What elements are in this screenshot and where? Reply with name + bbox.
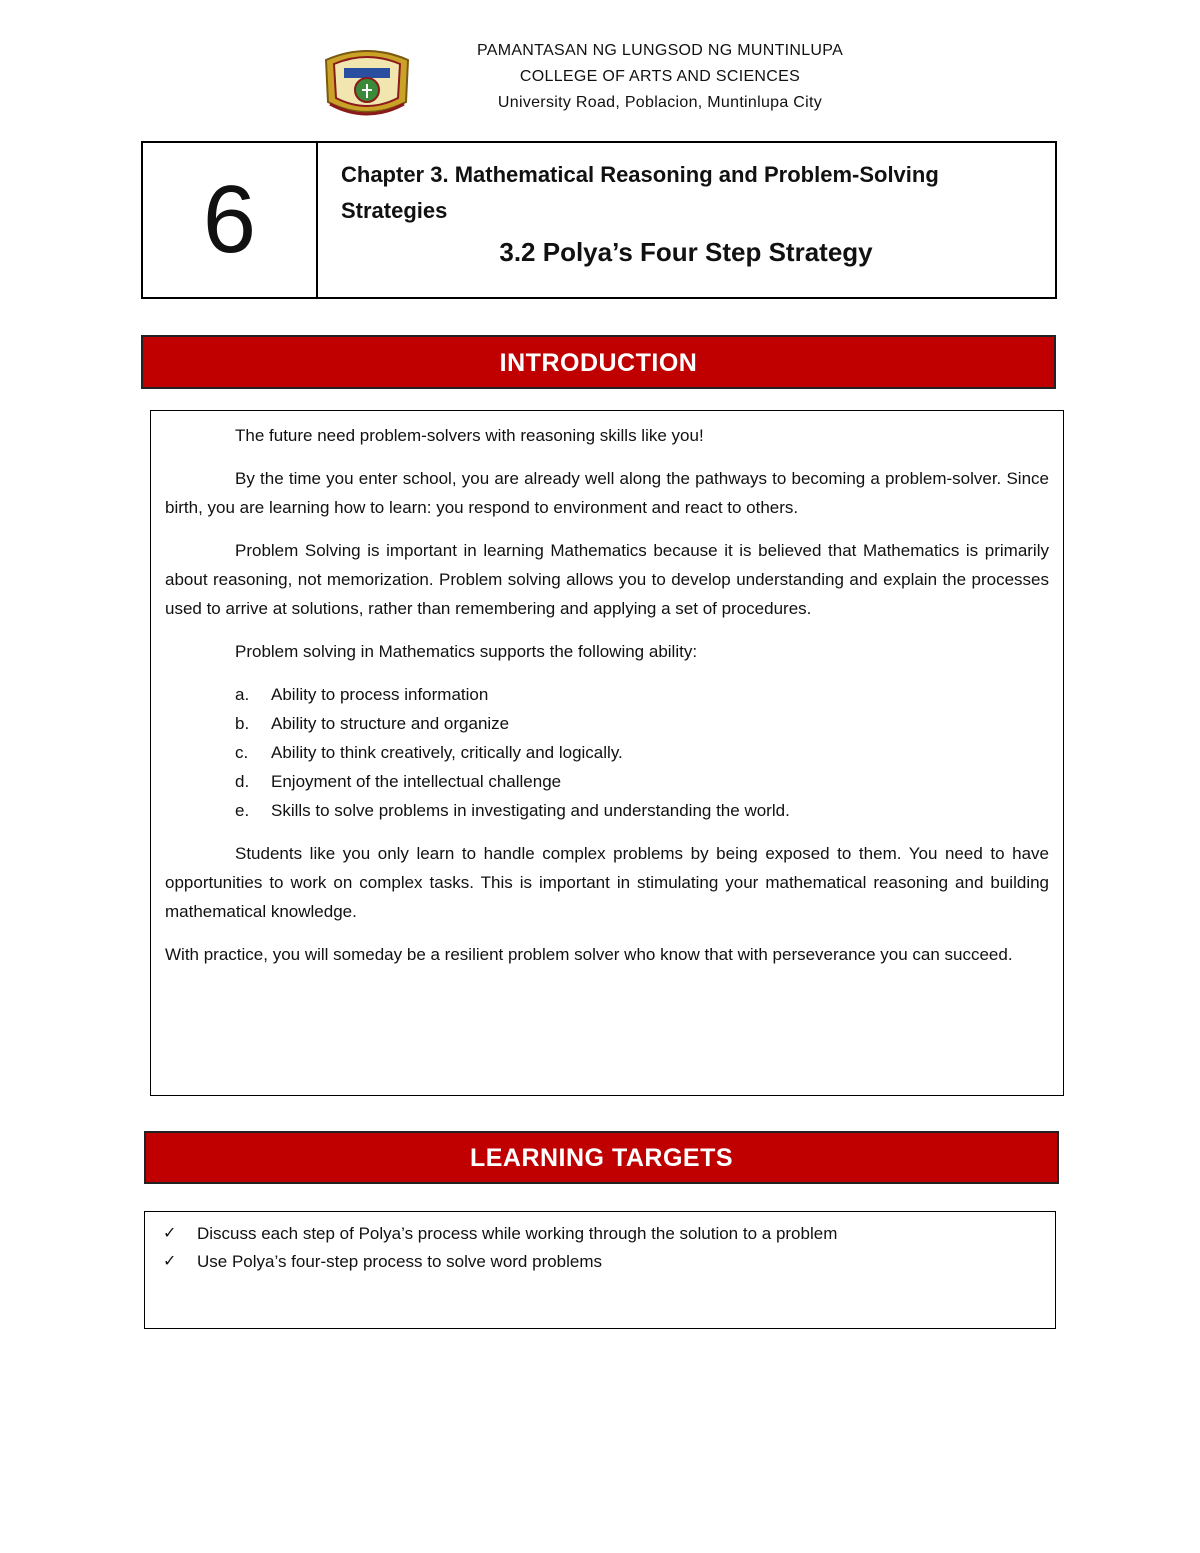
checkmark-icon: ✓: [163, 1225, 177, 1242]
university-address: University Road, Poblacion, Muntinlupa City: [497, 94, 823, 111]
university-name: PAMANTASAN NG LUNGSOD NG MUNTINLUPA: [476, 42, 844, 59]
introduction-box: [150, 410, 1064, 1096]
list-item: a. Ability to process information: [235, 685, 489, 704]
intro-paragraph-1: The future need problem-solvers with reasoning skills like you!: [235, 426, 704, 445]
college-name: COLLEGE OF ARTS AND SCIENCES: [519, 68, 801, 85]
module-number: 6: [143, 143, 318, 297]
intro-paragraph-4: Problem solving in Mathematics supports the following ability:: [235, 642, 698, 661]
introduction-heading: INTRODUCTION: [141, 335, 1056, 389]
intro-paragraph-5: Students like you only learn to handle complex problems by being exposed to them. You need to have opportunities to work on complex tasks. This is important in stimulating your mathematical reasoning and building mathematical knowledge.: [165, 844, 1049, 921]
intro-paragraph-3: Problem Solving is important in learning Mathematics because it is believed that Mathematics is primarily about reasoning, not memorization. Problem solving allows you to develop understanding and explain the processes used to arrive at solutions, rather than remembering and applying a set of procedures.: [165, 541, 1049, 618]
intro-paragraph-2: By the time you enter school, you are already well along the pathways to becoming a problem-solver. Since birth, you are learning how to learn: you respond to environment and react to others.: [165, 469, 1049, 517]
abilities-list: [165, 680, 1049, 825]
list-item: ✓ Discuss each step of Polya’s process while working through the solution to a problem: [197, 1220, 1055, 1248]
chapter-title: Chapter 3. Mathematical Reasoning and Problem-Solving Strategies: [341, 162, 939, 223]
list-item: e. Skills to solve problems in investigating and understanding the world.: [235, 801, 790, 820]
list-item: b. Ability to structure and organize: [235, 714, 510, 733]
section-title: 3.2 Polya’s Four Step Strategy: [499, 237, 873, 267]
learning-targets-box: [144, 1211, 1056, 1329]
list-item: d. Enjoyment of the intellectual challenge: [235, 772, 562, 791]
list-item: c. Ability to think creatively, critically and logically.: [235, 743, 623, 762]
checkmark-icon: ✓: [163, 1253, 177, 1270]
learning-targets-heading: LEARNING TARGETS: [144, 1131, 1059, 1184]
list-item: ✓ Use Polya’s four-step process to solve word problems: [197, 1248, 1055, 1276]
chapter-title-box: [141, 141, 1057, 299]
letterhead: [340, 38, 980, 116]
intro-paragraph-6: With practice, you will someday be a resilient problem solver who know that with perseverance you can succeed.: [165, 945, 1013, 964]
